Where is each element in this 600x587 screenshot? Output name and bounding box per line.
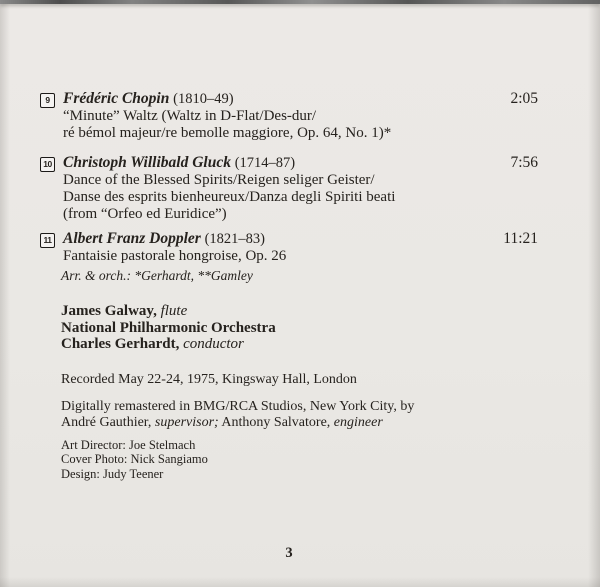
- artist-role: flute: [160, 303, 188, 319]
- track-duration: 11:21: [503, 230, 538, 247]
- remaster-engineer-name: Anthony Salvatore,: [221, 414, 331, 430]
- track-title-line: “Minute” Waltz (Waltz in D-Flat/Des-dur/: [63, 108, 317, 124]
- artist-name: Charles Gerhardt,: [61, 336, 180, 352]
- track-number-badge: 11: [40, 233, 55, 248]
- composer-name: Christoph Willibald Gluck: [63, 154, 231, 171]
- track-title-line: Dance of the Blessed Spirits/Reigen seliger Geister/: [63, 172, 375, 188]
- artist-role: conductor: [183, 336, 244, 352]
- tracklist-content: [40, 90, 538, 562]
- track-number-badge: 10: [40, 157, 55, 172]
- track-duration: 7:56: [510, 154, 538, 171]
- track-title-line: ré bémol majeur/re bemolle maggiore, Op. 64, No. 1)*: [63, 125, 392, 141]
- arranger-note: Arr. & orch.: *Gerhardt, **Gamley: [61, 268, 253, 283]
- remaster-line-2: [61, 415, 538, 431]
- track-row-9: [40, 90, 538, 142]
- credit-art-director: Art Director: Joe Stelmach: [61, 437, 196, 452]
- track-title-line: Danse des esprits bienheureux/Danza degli Spiriti beati: [63, 189, 396, 205]
- scan-left-shadow: [0, 0, 10, 587]
- remaster-supervisor-name: André Gauthier,: [61, 414, 152, 430]
- track-title-line: Fantaisie pastorale hongroise, Op. 26: [63, 248, 287, 264]
- page-number: 3: [285, 545, 293, 561]
- artist-name: James Galway,: [61, 303, 157, 319]
- credit-design: Design: Judy Teener: [61, 466, 164, 481]
- scan-right-shadow: [588, 0, 600, 587]
- remaster-supervisor-role: supervisor;: [154, 414, 219, 430]
- track-title-line: (from “Orfeo ed Euridice”): [63, 206, 227, 222]
- production-credits: [61, 438, 538, 482]
- track-number-badge: 9: [40, 93, 55, 108]
- recording-info: Recorded May 22-24, 1975, Kingsway Hall, London: [61, 371, 357, 387]
- remaster-info: [61, 399, 538, 431]
- artist-line-soloist: [61, 303, 538, 320]
- composer-dates: (1810–49): [173, 91, 234, 107]
- remaster-line-1: Digitally remastered in BMG/RCA Studios, New York City, by: [61, 398, 415, 414]
- track-info: [63, 230, 482, 265]
- credit-cover-photo: Cover Photo: Nick Sangiamo: [61, 452, 208, 466]
- remaster-engineer-role: engineer: [333, 414, 383, 430]
- track-heading: [63, 154, 482, 172]
- artist-line-conductor: [61, 336, 538, 353]
- track-duration: 2:05: [510, 90, 538, 107]
- artist-credits: [61, 303, 538, 353]
- track-heading: [63, 230, 482, 248]
- artist-name: National Philharmonic Orchestra: [61, 319, 276, 336]
- composer-name: Albert Franz Doppler: [63, 230, 201, 247]
- track-row-11: [40, 230, 538, 265]
- track-info: [63, 90, 482, 142]
- composer-dates: (1821–83): [204, 231, 265, 247]
- composer-dates: (1714–87): [234, 155, 296, 171]
- scan-bottom-shadow: [0, 577, 600, 587]
- artist-line-orchestra: [61, 320, 538, 337]
- track-row-10: [40, 154, 538, 223]
- composer-name: Frédéric Chopin: [63, 90, 170, 107]
- track-heading: [63, 90, 482, 108]
- scan-top-edge: [0, 0, 600, 4]
- track-info: [63, 154, 482, 223]
